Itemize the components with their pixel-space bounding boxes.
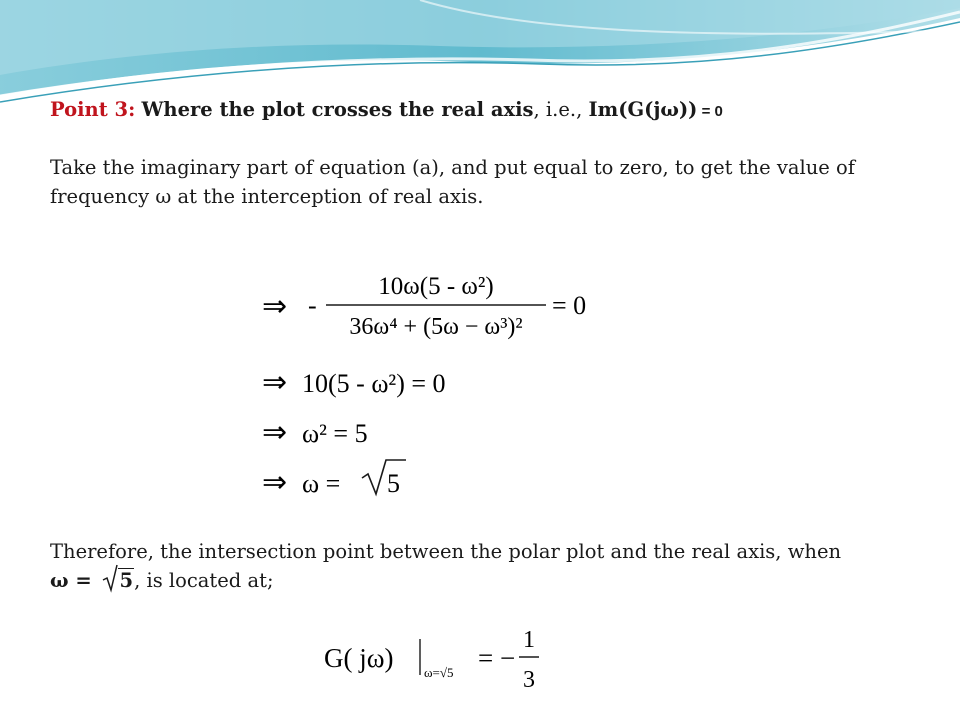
result-lhs: G( jω) xyxy=(324,643,394,673)
fraction-numerator: 10ω(5 - ω²) xyxy=(378,273,494,300)
sqrt-radicand: 5 xyxy=(119,569,134,592)
point-label: Point 3: xyxy=(50,98,136,121)
result-subscript: ω=√5 xyxy=(424,665,454,680)
conclusion-text-b: , is located at; xyxy=(134,569,274,592)
implies-arrow-4: ⇒ xyxy=(262,466,288,499)
result-equation xyxy=(318,617,548,697)
point-heading xyxy=(50,95,723,126)
heading-title: Where the plot crosses the real axis xyxy=(141,98,534,121)
fraction-denominator: 36ω⁴ + (5ω − ω³)² xyxy=(349,314,523,340)
sqrt-expression xyxy=(102,566,134,595)
implies-arrow-1: ⇒ xyxy=(262,290,288,323)
heading-ie: , i.e., xyxy=(533,98,589,121)
line1-rhs: = 0 xyxy=(552,291,587,320)
instruction-paragraph: Take the imaginary part of equation (a), and put equal to zero, to get the value of frequency ω at the interception of real axis. xyxy=(50,156,855,208)
line3-equation: ω² = 5 xyxy=(302,419,368,448)
minus-sign: - xyxy=(308,291,317,320)
derivation-equations xyxy=(256,262,606,500)
result-equals: = − xyxy=(478,643,516,673)
line4-lhs: ω = xyxy=(302,469,341,498)
im-expression: Im(G(jω)) xyxy=(588,98,698,121)
equals-zero: = 0 xyxy=(697,103,723,120)
result-numerator: 1 xyxy=(523,627,535,653)
result-denominator: 3 xyxy=(523,667,535,693)
conclusion-text-a: Therefore, the intersection point between the polar plot and the real axis, when xyxy=(50,540,842,563)
line4-radicand: 5 xyxy=(387,469,400,498)
line2-equation: 10(5 - ω²) = 0 xyxy=(302,369,446,398)
wave-decoration xyxy=(0,0,960,110)
conclusion-paragraph xyxy=(50,537,928,595)
implies-arrow-2: ⇒ xyxy=(262,366,288,399)
omega-equals: ω = xyxy=(50,569,99,592)
implies-arrow-3: ⇒ xyxy=(262,416,288,449)
